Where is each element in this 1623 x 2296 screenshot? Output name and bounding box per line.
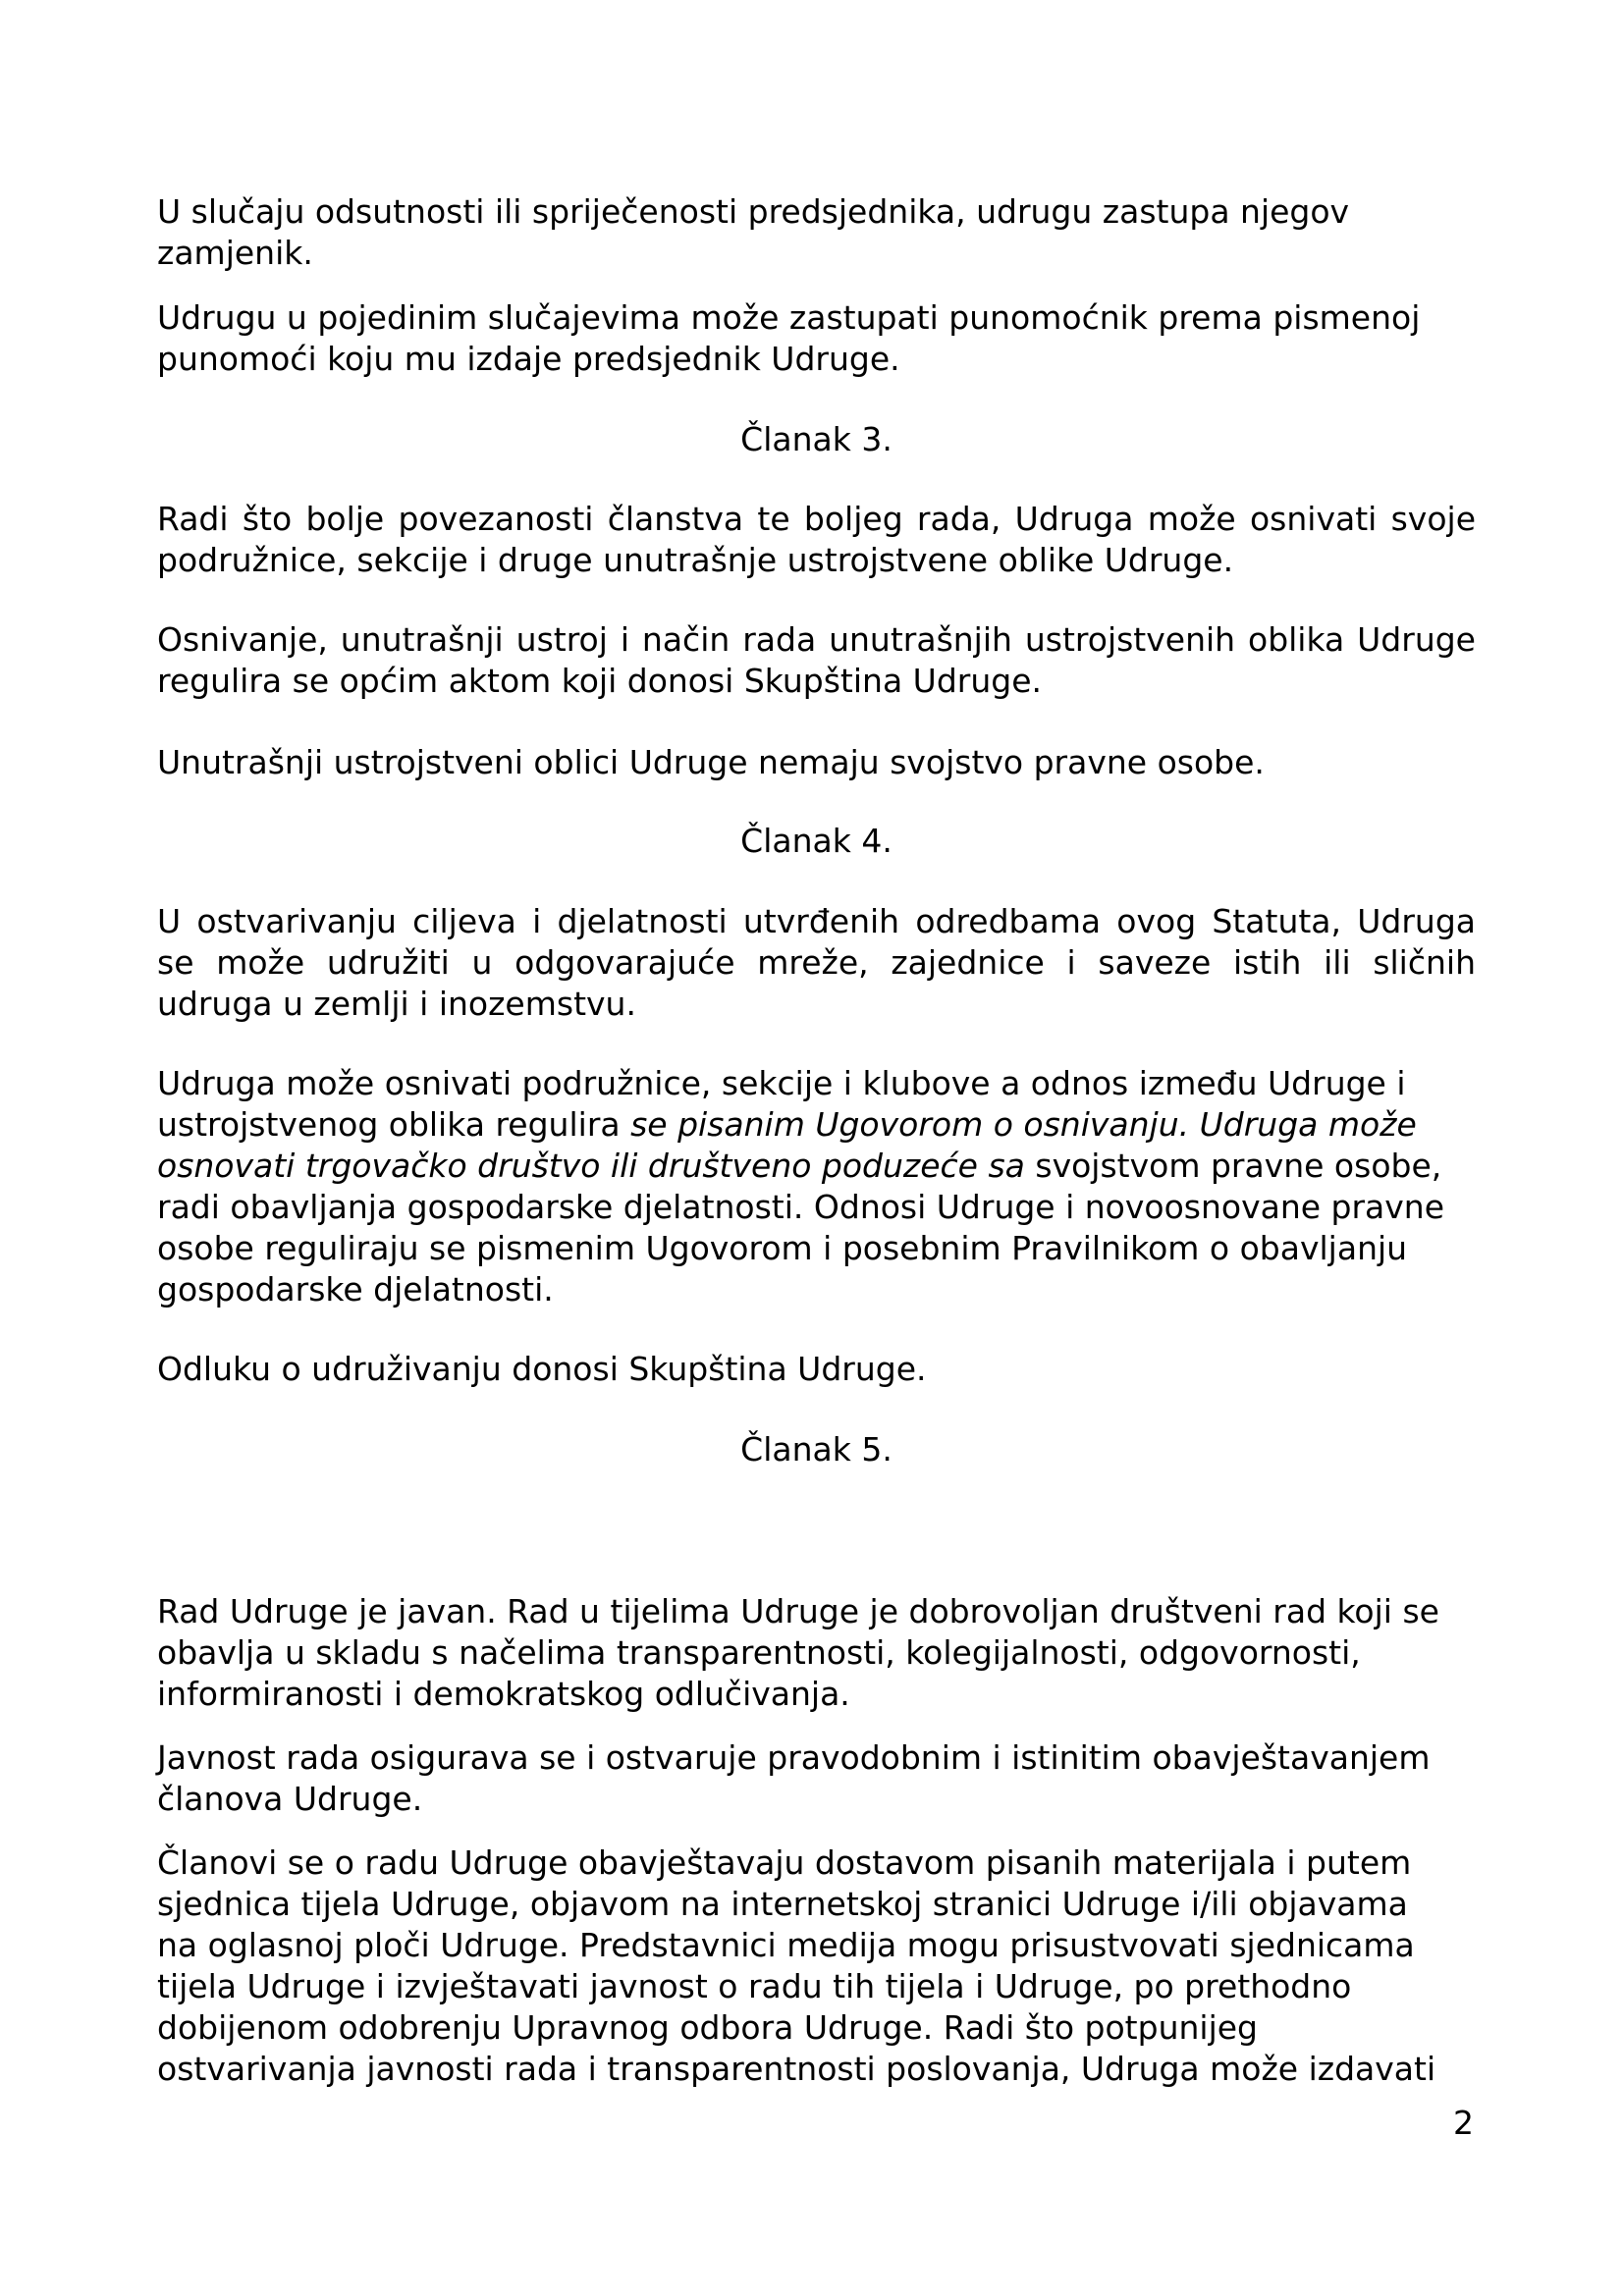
paragraph-founding-company: Udruga može osnivati podružnice, sekcije i klubove a odnos između Udruge i ustrojstvenog oblika regulira se pisanim Ugovorom o osnivanju. Udruga može osnovati trgovačko društvo ili društveno poduzeće sa svojstvom pravne osobe, radi obavljanja gospodarske djelatnosti. Odnosi Udruge i novoosnovane pravne osobe reguliraju se pismenim Ugovorom i posebnim Pravilnikom o obavljanju gospodarske djelatnosti. — [157, 1064, 1445, 1308]
heading-article-5: Članak 5. — [740, 1430, 893, 1468]
paragraph-publicity: Javnost rada osigurava se i ostvaruje pravodobnim i istinitim obavještavanjem članova Udruge. — [157, 1738, 1431, 1818]
paragraph-association-decision: Odluku o udruživanju donosi Skupština Udruge. — [157, 1350, 927, 1388]
heading-article-4: Članak 4. — [740, 822, 893, 860]
paragraph-representation-deputy: U slučaju odsutnosti ili spriječenosti predsjednika, udrugu zastupa njegov zamjenik. — [157, 192, 1350, 272]
paragraph-legal-personality: Unutrašnji ustrojstveni oblici Udruge nemaju svojstvo pravne osobe. — [157, 743, 1265, 781]
heading-article-3: Članak 3. — [740, 420, 893, 458]
page-number: 2 — [1453, 2104, 1474, 2142]
paragraph-internal-structure: Osnivanje, unutrašnji ustroj i način rada unutrašnjih ustrojstvenih oblika Udruge regulira se općim aktom koji donosi Skupština Udruge. — [157, 620, 1476, 700]
paragraph-networks: U ostvarivanju ciljeva i djelatnosti utvrđenih odredbama ovog Statuta, Udruga se može udružiti u odgovarajuće mreže, zajednice i saveze istih ili sličnih udruga u zemlji i inozemstvu. — [157, 902, 1476, 1023]
paragraph-proxy-representation: Udrugu u pojedinim slučajevima može zastupati punomoćnik prema pismenoj punomoći koju mu izdaje predsjednik Udruge. — [157, 298, 1421, 378]
paragraph-member-information: Članovi se o radu Udruge obavještavaju dostavom pisanih materijala i putem sjednica tijela Udruge, objavom na internetskoj stranici Udruge i/ili objavama na oglasnoj ploči Udruge. Predstavnici medija mogu prisustvovati sjednicama tijela Udruge i izvještavati javnost o radu tih tijela i Udruge, po prethodno dobijenom odobrenju Upravnog odbora Udruge. Radi što potpunijeg ostvarivanja javnosti rada i transparentnosti poslovanja, Udruga može izdavati — [157, 1843, 1436, 2088]
paragraph-branches: Radi što bolje povezanosti članstva te boljeg rada, Udruga može osnivati svoje podružnice, sekcije i druge unutrašnje ustrojstvene oblike Udruge. — [157, 500, 1476, 579]
paragraph-public-work: Rad Udruge je javan. Rad u tijelima Udruge je dobrovoljan društveni rad koji se obavlja u skladu s načelima transparentnosti, kolegijalnosti, odgovornosti, informiranosti i demokratskog odlučivanja. — [157, 1592, 1439, 1713]
